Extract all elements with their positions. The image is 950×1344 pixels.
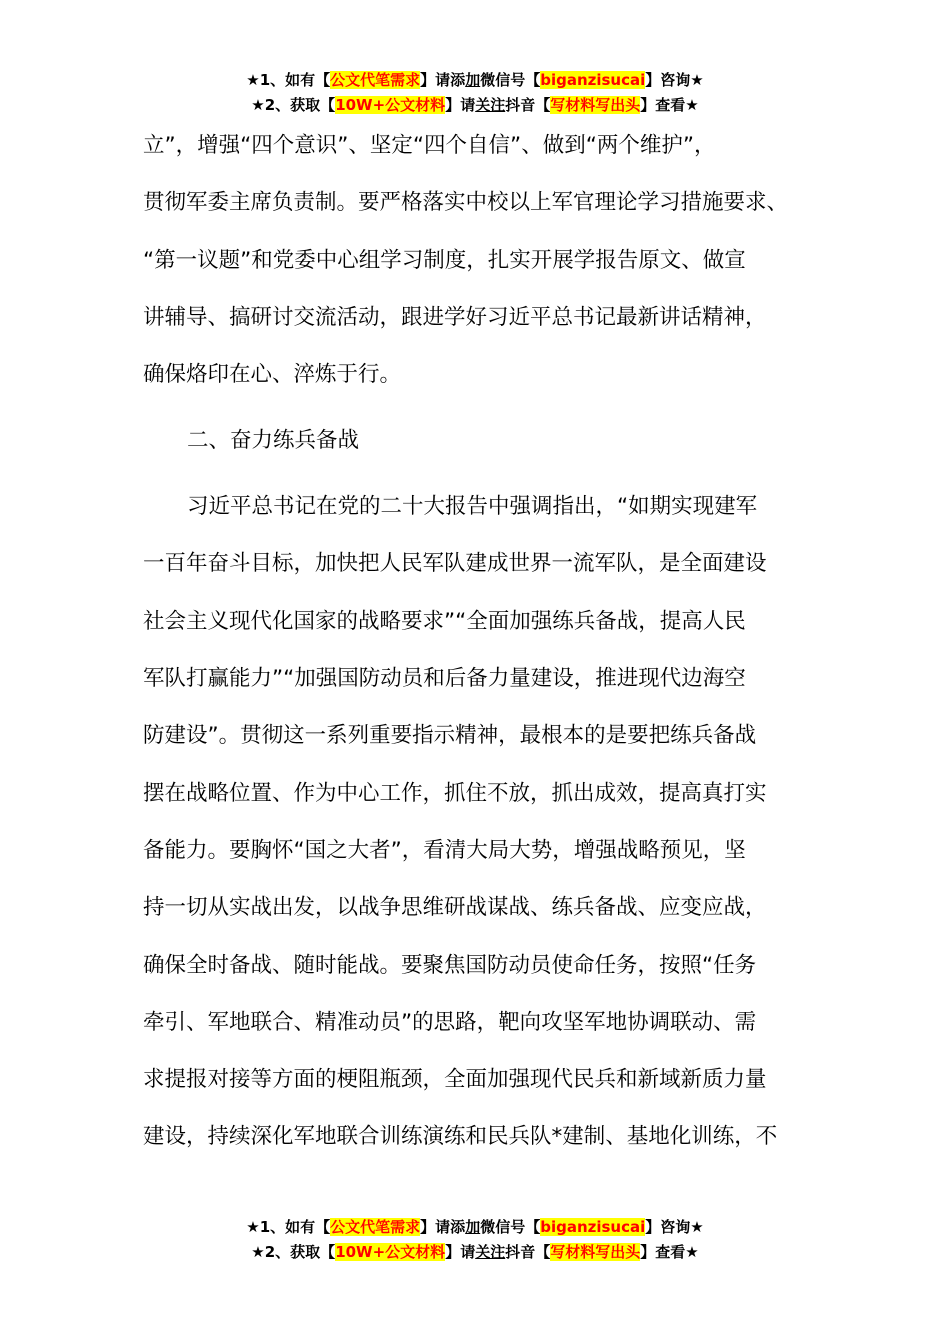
footer-banner	[0, 1215, 950, 1265]
highlight-materials: 10W+公文材料	[335, 1243, 446, 1261]
banner-line-2	[0, 93, 950, 118]
body-line: 确保烙印在心、淬炼于行。	[143, 362, 402, 388]
body-line: 备能力。要胸怀“国之大者”，看清大局大势，增强战略预见，坚	[143, 837, 746, 863]
banner-line-1	[0, 68, 950, 93]
banner-text: 微信号【	[480, 1218, 541, 1236]
body-line: 摆在战略位置、作为中心工作，抓住不放，抓出成效，提高真打实	[143, 780, 767, 806]
body-line: 习近平总书记在党的二十大报告中强调指出，“如期实现建军	[187, 494, 758, 520]
highlight-materials: 10W+公文材料	[335, 96, 446, 114]
body-line: 讲辅导、搞研讨交流活动，跟进学好习近平总书记最新讲话精神，	[143, 304, 767, 330]
body-line: 贯彻军委主席负责制。要严格落实中校以上军官理论学习措施要求、	[143, 190, 789, 216]
highlight-service: 公文代笔需求	[330, 1218, 421, 1236]
header-banner	[0, 68, 950, 118]
highlight-douyin: 写材料写出头	[550, 96, 641, 114]
body-line: 求提报对接等方面的梗阻瓶颈，全面加强现代民兵和新域新质力量	[143, 1067, 767, 1093]
body-line: 立”，增强“四个意识”、坚定“四个自信”、做到“两个维护”，	[143, 133, 716, 158]
section-heading: 二、奋力练兵备战	[187, 428, 360, 454]
banner-text: ★1、如有【	[246, 1218, 331, 1236]
banner-text: 】咨询★	[645, 71, 704, 89]
body-line: 牵引、军地联合、精准动员”的思路，靶向攻坚军地协调联动、需	[143, 1009, 757, 1035]
body-line: 建设，持续深化军地联合训练演练和民兵队*建制、基地化训练，不	[143, 1124, 778, 1150]
banner-text: ★2、获取【	[251, 1243, 336, 1261]
body-line: 军队打赢能力”“加强国防动员和后备力量建设，推进现代边海空	[143, 666, 746, 692]
document-body	[143, 117, 823, 1166]
body-line: 持一切从实战出发，以战争思维研战谋战、练兵备战、应变应战，	[143, 895, 767, 921]
banner-text: 微信号【	[480, 71, 541, 89]
banner-text: 抖音【	[505, 1243, 551, 1261]
banner-text: 】请	[445, 1243, 476, 1261]
body-line: 一百年奋斗目标，加快把人民军队建成世界一流军队，是全面建设	[143, 551, 767, 577]
banner-line-1	[0, 1215, 950, 1240]
banner-text: 】查看★	[640, 1243, 699, 1261]
banner-line-2	[0, 1240, 950, 1265]
highlight-douyin: 写材料写出头	[550, 1243, 641, 1261]
banner-text: 】请添	[420, 1218, 466, 1236]
body-line: 确保全时备战、随时能战。要聚焦国防动员使命任务，按照“任务	[143, 952, 757, 978]
body-line: “第一议题”和党委中心组学习制度，扎实开展学报告原文、做宣	[143, 247, 746, 273]
highlight-wechat-id: biganzisucai	[540, 1218, 646, 1236]
banner-text: 】请添	[420, 71, 466, 89]
banner-text-underlined: 加	[465, 71, 481, 89]
banner-text-underlined: 关注	[475, 96, 506, 114]
banner-text-underlined: 关注	[475, 1243, 506, 1261]
banner-text: 】请	[445, 96, 476, 114]
banner-text: 】咨询★	[645, 1218, 704, 1236]
highlight-wechat-id: biganzisucai	[540, 71, 646, 89]
banner-text: ★1、如有【	[246, 71, 331, 89]
highlight-service: 公文代笔需求	[330, 71, 421, 89]
body-line: 社会主义现代化国家的战略要求”“全面加强练兵备战，提高人民	[143, 608, 746, 634]
banner-text-underlined: 加	[465, 1218, 481, 1236]
banner-text: 】查看★	[640, 96, 699, 114]
body-line: 防建设”。贯彻这一系列重要指示精神，最根本的是要把练兵备战	[143, 723, 757, 749]
banner-text: 抖音【	[505, 96, 551, 114]
banner-text: ★2、获取【	[251, 96, 336, 114]
